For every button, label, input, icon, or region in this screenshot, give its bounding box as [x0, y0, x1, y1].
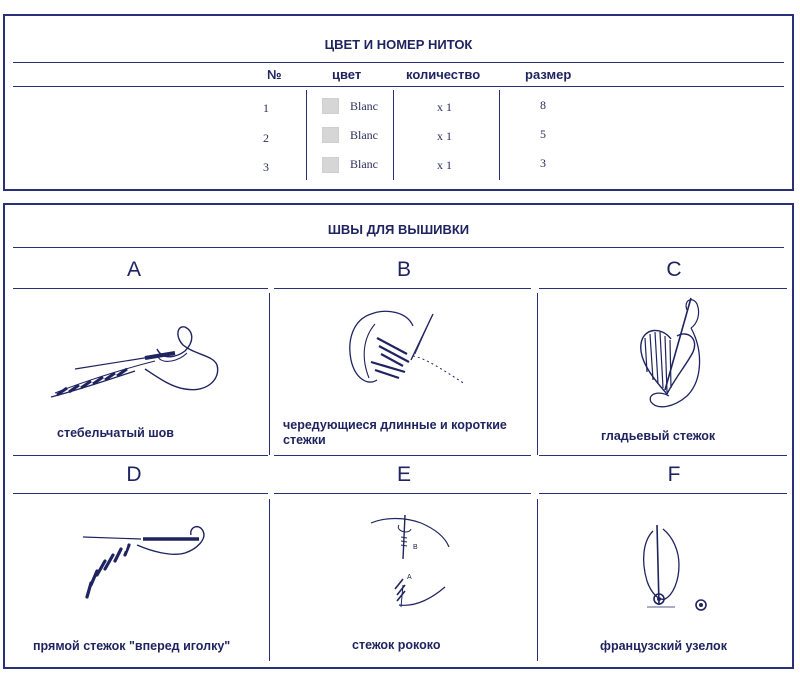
divider: [13, 288, 268, 289]
row-2-size: 5: [540, 127, 546, 141]
row-2-color: Blanc: [350, 128, 378, 142]
row-2-quantity: x 1: [437, 129, 452, 143]
divider: [274, 493, 531, 494]
header-quantity: количество: [406, 67, 481, 82]
row-1-swatch: [322, 98, 339, 114]
stitches-panel: [3, 203, 794, 669]
row-3-swatch: [322, 157, 339, 173]
column-divider: [269, 499, 270, 661]
letter-c: C: [666, 258, 682, 281]
divider: [13, 62, 784, 63]
letter-a: A: [126, 258, 141, 281]
column-divider: [306, 90, 307, 180]
divider: [13, 247, 784, 248]
diagram-label-b: B: [413, 544, 418, 551]
column-divider: [269, 293, 270, 455]
stem-stitch-diagram: [45, 303, 230, 408]
row-3-quantity: x 1: [437, 158, 452, 172]
row-2-number: 2: [263, 131, 269, 145]
divider: [539, 493, 787, 494]
column-divider: [393, 90, 394, 180]
row-1-quantity: x 1: [437, 100, 452, 114]
header-size: размер: [525, 67, 572, 82]
caption-c: гладьевый стежок: [601, 429, 716, 443]
row-2-swatch: [322, 127, 339, 143]
header-number: №: [267, 67, 282, 82]
column-divider: [499, 90, 500, 180]
diagram-label-a: A: [407, 574, 412, 581]
rococo-stitch-diagram: [365, 513, 465, 623]
caption-e: стежок рококо: [352, 638, 441, 652]
divider: [274, 455, 531, 456]
divider: [539, 455, 787, 456]
stitches-title: ШВЫ ДЛЯ ВЫШИВКИ: [327, 222, 470, 237]
letter-f: F: [667, 463, 681, 486]
divider: [274, 288, 531, 289]
caption-d: прямой стежок "вперед иголку": [33, 639, 231, 653]
letter-b: B: [396, 258, 411, 281]
column-divider: [537, 293, 538, 455]
row-3-color: Blanc: [350, 157, 378, 171]
divider: [13, 493, 268, 494]
long-short-stitch-diagram: [335, 298, 470, 398]
caption-a: стебельчатый шов: [57, 426, 174, 440]
divider: [13, 455, 268, 456]
row-1-number: 1: [263, 101, 269, 115]
caption-f: французский узелок: [600, 639, 727, 653]
running-stitch-diagram: [81, 515, 221, 615]
header-color: цвет: [332, 67, 362, 82]
row-3-number: 3: [263, 160, 269, 174]
row-1-size: 8: [540, 98, 546, 112]
row-3-size: 3: [540, 156, 546, 170]
letter-d: D: [126, 463, 142, 486]
thread-table-panel: [3, 14, 794, 191]
satin-stitch-diagram: [617, 294, 727, 419]
caption-b: чередующиеся длинные и короткие стежки: [283, 418, 507, 447]
french-knot-diagram: [633, 521, 723, 621]
letter-e: E: [396, 463, 411, 486]
column-divider: [537, 499, 538, 661]
divider: [13, 86, 784, 87]
divider: [539, 288, 787, 289]
thread-table-title: ЦВЕТ И НОМЕР НИТОК: [324, 37, 473, 52]
row-1-color: Blanc: [350, 99, 378, 113]
